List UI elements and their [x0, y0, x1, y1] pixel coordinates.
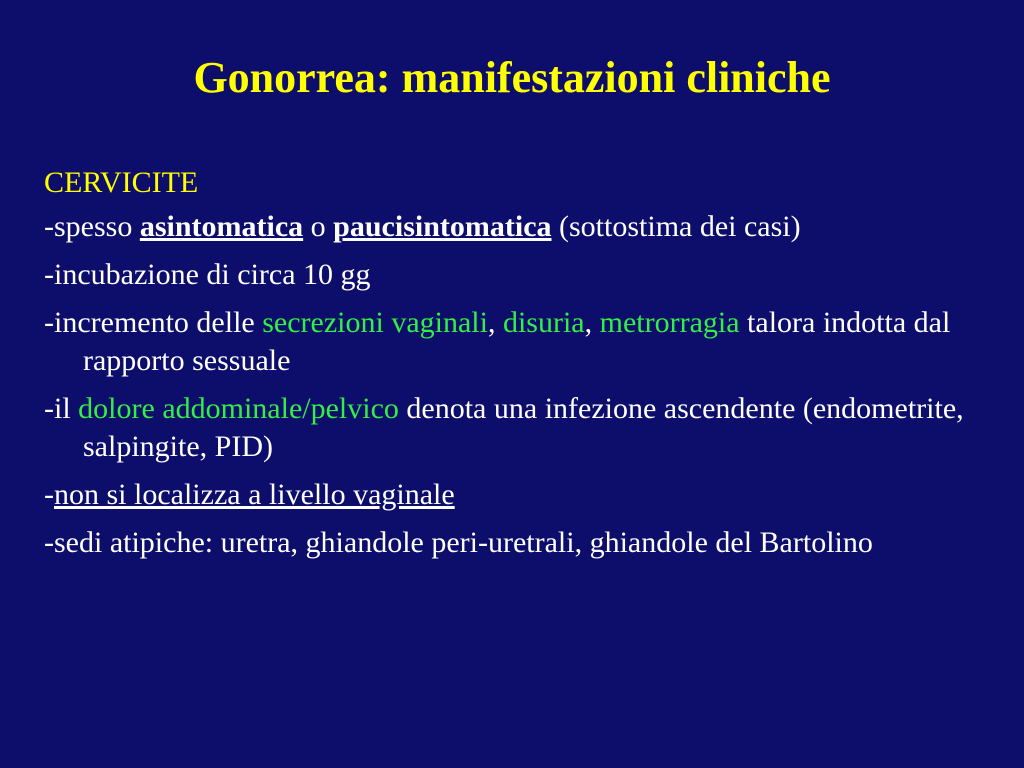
- item-rest: denota una infezione ascendente (endometrite, salpingite, PID): [83, 392, 964, 463]
- item-prefix: -: [44, 478, 54, 511]
- item-join: o: [303, 210, 334, 243]
- bullet-item: [44, 390, 984, 466]
- item-separator: ,: [487, 306, 503, 339]
- slide-body: [44, 164, 984, 572]
- term-dolore-addominale: dolore addominale/pelvico: [78, 392, 399, 425]
- bullet-item: [44, 304, 984, 380]
- term-metrorragia: metrorragia: [599, 306, 740, 339]
- section-heading: CERVICITE: [44, 166, 199, 199]
- item-prefix: -il: [44, 392, 79, 425]
- bullet-item: [44, 476, 984, 514]
- item-rest: talora indotta dal rapporto sessuale: [83, 306, 951, 377]
- term-asintomatica: asintomatica: [139, 210, 304, 243]
- bullet-item: -incubazione di circa 10 gg: [44, 258, 371, 291]
- term-paucisintomatica: paucisintomatica: [333, 210, 552, 243]
- item-rest: (sottostima dei casi): [551, 210, 801, 243]
- term-disuria: disuria: [502, 306, 585, 339]
- item-prefix: -spesso: [44, 210, 140, 243]
- item-prefix: -incremento delle: [44, 306, 263, 339]
- item-separator: ,: [584, 306, 600, 339]
- slide-title: Gonorrea: manifestazioni cliniche: [193, 53, 831, 102]
- term-non-si-localizza: non si localizza a livello vaginale: [54, 478, 455, 511]
- bullet-item: [44, 208, 984, 246]
- term-secrezioni-vaginali: secrezioni vaginali: [262, 306, 488, 339]
- bullet-item: -sedi atipiche: uretra, ghiandole peri-uretrali, ghiandole del Bartolino: [44, 526, 873, 559]
